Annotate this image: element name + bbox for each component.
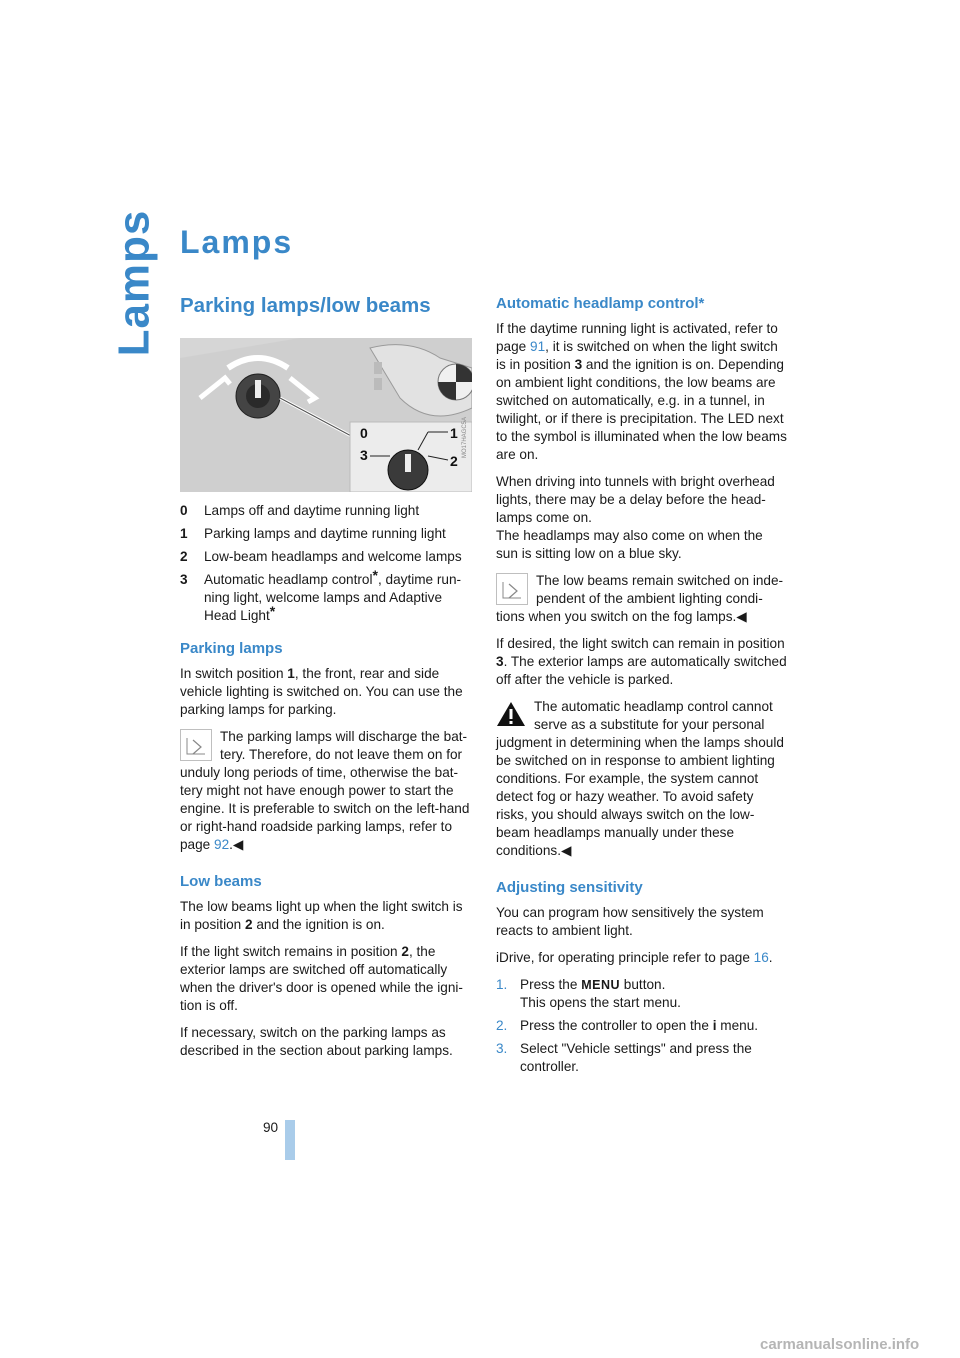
steps-list [496,976,788,1076]
page-marker-bar [285,1120,295,1160]
subheading-low-beams: Low beams [180,873,262,890]
figure-label-1: 1 [450,425,458,441]
section-heading-parking-low: Parking lamps/low beams [180,294,431,317]
optional-equipment-star: * [372,567,378,583]
subheading-automatic-headlamp: Automatic headlamp control* [496,295,705,312]
paragraph: iDrive, for operating principle refer to page 16. [496,950,773,965]
note-icon [180,729,212,761]
switch-positions-legend [180,502,472,625]
page-link-16[interactable]: 16 [753,950,769,965]
subheading-adjusting-sensitivity: Adjusting sensitivity [496,879,643,896]
paragraph: In switch position 1, the front, rear and side vehicle lighting is switched on. You can use the parking lamps for parking. [180,666,463,717]
paragraph: You can program how sensitively the system reacts to ambient light. [496,905,764,938]
side-tab-label: Lamps [109,209,159,357]
page-link-92[interactable]: 92 [214,837,230,852]
step-item: 2. Press the controller to open the i menu. [496,1018,759,1033]
page-number: 90 [263,1120,279,1135]
side-tab [109,209,159,357]
note-icon [496,573,528,605]
paragraph: When driving into tunnels with bright overhead lights, there may be a delay before the head-lamps come on. [496,474,775,525]
warning-triangle-icon [496,699,526,729]
paragraph: If the daytime running light is activated, refer to page 91, it is switched on when the light switch is in position 3 and the ignition is on. Depending on ambient light conditions, the low beams are switched on automatically, e.g. in a tunnel, in twilight, or if there is precipitation. The LED next to the symbol is illuminated when the low beams are on. [496,321,787,462]
figure-label-0: 0 [360,425,368,441]
right-column [496,290,788,1081]
info-menu-icon: i [712,1018,717,1033]
legend-item: 1 Parking lamps and daytime running light [180,526,446,541]
note-block: The low beams remain switched on inde-pendent of the ambient lighting condi-tions when you switch on the fog lamps.◀ [496,573,784,624]
optional-equipment-star: * [269,603,276,619]
watermark-logo: carmanualsonline.info [760,1336,920,1353]
note-block: The parking lamps will discharge the bat-tery. Therefore, do not leave them on for unduly long periods of time, otherwise the bat-tery might not have enough power to start the engine. It is preferable to switch on the left-hand or right-hand roadside parking lamps, refer to page 92.◀ [180,729,470,852]
paragraph: If the light switch remains in position 2, the exterior lamps are switched off automatically when the driver's door is opened while the igni-tion is off. [180,944,463,1013]
legend-item: 2 Low-beam headlamps and welcome lamps [180,549,462,564]
legend-item: 3 Automatic headlamp control*, daytime run-ning light, welcome lamps and Adaptive Head Light* [180,567,462,623]
warning-block: The automatic headlamp control cannot serve as a substitute for your personal judgment in determining when the lamps should be switched on in response to ambient lighting conditions. For example, the system cannot detect fog or hazy weather. To avoid safety risks, you should always switch on the low-beam headlamps manually under these conditions.◀ [496,699,784,858]
page-title: Lamps [180,224,294,260]
paragraph: The low beams light up when the light switch is in position 2 and the ignition is on. [180,899,463,932]
light-switch-drawing [180,338,472,492]
figure-label-2: 2 [450,453,458,469]
figure-label-3: 3 [360,447,368,463]
step-item: 3. Select "Vehicle settings" and press the controller. [496,1041,752,1074]
menu-button-glyph: MENU [581,978,621,992]
light-switch-illustration [180,338,472,492]
legend-item: 0 Lamps off and daytime running light [180,503,420,518]
figure-code: MO17HAGC5A [462,416,468,458]
step-item: 1. Press the MENU button. This opens the start menu. [496,977,681,1010]
paragraph: The headlamps may also come on when the sun is sitting low on a blue sky. [496,528,763,561]
left-column [180,290,472,1069]
subheading-parking-lamps: Parking lamps [180,640,283,657]
paragraph: If desired, the light switch can remain in position 3. The exterior lamps are automatically switched off after the vehicle is parked. [496,636,787,687]
page-link-91[interactable]: 91 [530,339,546,354]
paragraph: If necessary, switch on the parking lamps as described in the section about parking lamps. [180,1025,453,1058]
